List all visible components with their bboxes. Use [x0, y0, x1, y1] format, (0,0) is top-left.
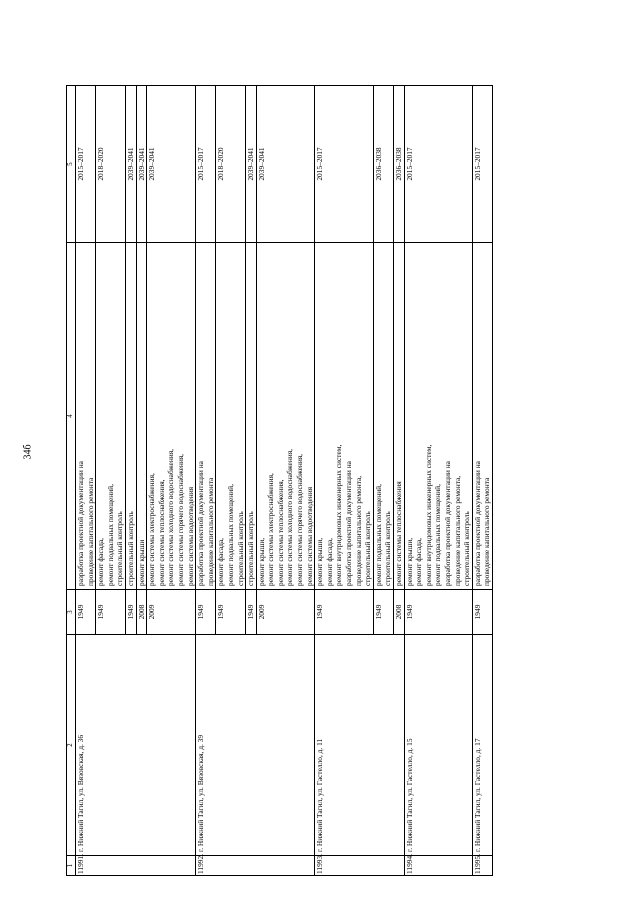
- period-cell: 2015–2017: [315, 86, 374, 243]
- works-cell: [373, 243, 393, 590]
- work-item: ремонт системы теплоснабжения,: [156, 479, 166, 586]
- work-item: ремонт крыши,: [315, 537, 325, 586]
- year-cell: 1949: [125, 590, 136, 635]
- work-item: ремонт системы холодного водоснабжения,: [285, 449, 295, 586]
- works-cell: [315, 243, 374, 590]
- table-row: [472, 86, 492, 876]
- header-row: [67, 86, 76, 876]
- work-item: ремонт подвальных помещений,: [373, 484, 383, 586]
- year-cell: 1949: [76, 590, 96, 635]
- work-item: проведение капитального ремонта: [85, 477, 95, 586]
- works-cell: [136, 243, 147, 590]
- period-cell: 2039–2041: [125, 86, 136, 243]
- period-cell: 2015–2017: [404, 86, 472, 243]
- work-item: ремонт системы электроснабжения,: [147, 473, 157, 586]
- work-item: проведение капитального ремонта,: [353, 475, 363, 586]
- works-cell: [404, 243, 472, 590]
- row-number: 11995.: [472, 856, 492, 876]
- work-item: строительный контроль: [383, 511, 393, 586]
- year-cell: 2008: [136, 590, 147, 635]
- building-address: г. Нижний Тагил, ул. Гастелло, д. 17: [472, 635, 492, 856]
- work-item: строительный контроль: [363, 511, 373, 586]
- year-cell: 1949: [246, 590, 257, 635]
- works-cell: [76, 243, 96, 590]
- table-row: [76, 86, 96, 876]
- works-cell: [216, 243, 246, 590]
- work-item: проведение капитального ремонта: [482, 477, 492, 586]
- work-item: ремонт крыши: [136, 539, 146, 586]
- table-row: [196, 86, 216, 876]
- works-cell: [394, 243, 405, 590]
- work-item: разработка проектной документации на: [344, 461, 354, 586]
- year-cell: 2009: [147, 590, 196, 635]
- work-item: ремонт фасада,: [96, 538, 106, 586]
- building-address: г. Нижний Тагил, ул. Гастелло, д. 11: [315, 635, 404, 856]
- work-item: проведение капитального ремонта,: [452, 475, 462, 586]
- year-cell: 1949: [404, 590, 472, 635]
- year-cell: 2009: [256, 590, 315, 635]
- repair-schedule-table: [66, 85, 493, 876]
- row-number: 11991.: [76, 856, 196, 876]
- work-item: ремонт внутридомовых инженерных систем,: [423, 444, 433, 586]
- period-cell: 2018–2020: [96, 86, 126, 243]
- work-item: ремонт подвальных помещений,: [225, 484, 235, 586]
- work-item: ремонт системы водоотведения: [304, 486, 314, 586]
- work-item: ремонт системы электроснабжения,: [266, 473, 276, 586]
- row-number: 11994.: [404, 856, 472, 876]
- work-item: ремонт системы горячего водоснабжения,: [175, 453, 185, 586]
- period-cell: 2039–2041: [136, 86, 147, 243]
- period-cell: 2015–2017: [76, 86, 96, 243]
- work-item: ремонт внутридомовых инженерных систем,: [334, 444, 344, 586]
- document-table-rotated: [66, 86, 604, 876]
- work-item: ремонт подвальных помещений,: [433, 484, 443, 586]
- works-cell: [472, 243, 492, 590]
- building-address: г. Нижний Тагил, ул. Вязовская, д. 39: [196, 635, 315, 856]
- work-item: ремонт фасада,: [414, 538, 424, 586]
- work-item: ремонт системы горячего водоснабжения,: [295, 453, 305, 586]
- work-item: ремонт системы холодного водоснабжения,: [166, 449, 176, 586]
- works-cell: [196, 243, 216, 590]
- work-item: строительный контроль: [246, 511, 256, 586]
- column-number-3: 3: [67, 590, 76, 635]
- period-cell: 2018–2020: [216, 86, 246, 243]
- works-cell: [125, 243, 136, 590]
- year-cell: 1949: [315, 590, 374, 635]
- works-cell: [147, 243, 196, 590]
- year-cell: 1949: [373, 590, 393, 635]
- work-item: ремонт фасада,: [324, 538, 334, 586]
- work-item: разработка проектной документации на: [472, 461, 482, 586]
- period-cell: 2015–2017: [196, 86, 216, 243]
- period-cell: 2036–2038: [373, 86, 393, 243]
- work-item: разработка проектной документации на: [76, 461, 85, 586]
- work-item: разработка проектной документации на: [196, 461, 206, 586]
- row-number: 11992.: [196, 856, 315, 876]
- work-item: ремонт крыши,: [404, 537, 414, 586]
- building-address: г. Нижний Тагил, ул. Вязовская, д. 36: [76, 635, 196, 856]
- year-cell: 1949: [96, 590, 126, 635]
- year-cell: 1949: [196, 590, 216, 635]
- work-item: ремонт системы водоотведения: [185, 486, 195, 586]
- column-number-5: 5: [67, 86, 76, 243]
- column-number-4: 4: [67, 243, 76, 590]
- period-cell: 2039–2041: [147, 86, 196, 243]
- work-item: строительный контроль: [462, 511, 472, 586]
- table-row: [315, 86, 374, 876]
- work-item: строительный контроль: [235, 511, 245, 586]
- works-cell: [96, 243, 126, 590]
- period-cell: 2015–2017: [472, 86, 492, 243]
- period-cell: 2039–2041: [246, 86, 257, 243]
- period-cell: 2036–2038: [394, 86, 405, 243]
- row-number: 11993.: [315, 856, 404, 876]
- column-number-2: 2: [67, 635, 76, 856]
- work-item: строительный контроль: [115, 511, 125, 586]
- work-item: ремонт системы теплоснабжения: [394, 481, 403, 586]
- work-item: ремонт фасада,: [216, 538, 226, 586]
- work-item: строительный контроль: [125, 511, 135, 586]
- period-cell: 2039–2041: [256, 86, 315, 243]
- work-item: разработка проектной документации на: [442, 461, 452, 586]
- building-address: г. Нижний Тагил, ул. Гастелло, д. 15: [404, 635, 472, 856]
- work-item: ремонт системы теплоснабжения,: [275, 479, 285, 586]
- works-cell: [246, 243, 257, 590]
- column-number-1: 1: [67, 856, 76, 876]
- work-item: проведение капитального ремонта: [205, 477, 215, 586]
- year-cell: 1949: [216, 590, 246, 635]
- table-row: [404, 86, 472, 876]
- year-cell: 1949: [472, 590, 492, 635]
- works-cell: [256, 243, 315, 590]
- page-number: 34б: [22, 444, 34, 460]
- work-item: ремонт подвальных помещений,: [105, 484, 115, 586]
- year-cell: 2008: [394, 590, 405, 635]
- work-item: ремонт крыши,: [256, 537, 266, 586]
